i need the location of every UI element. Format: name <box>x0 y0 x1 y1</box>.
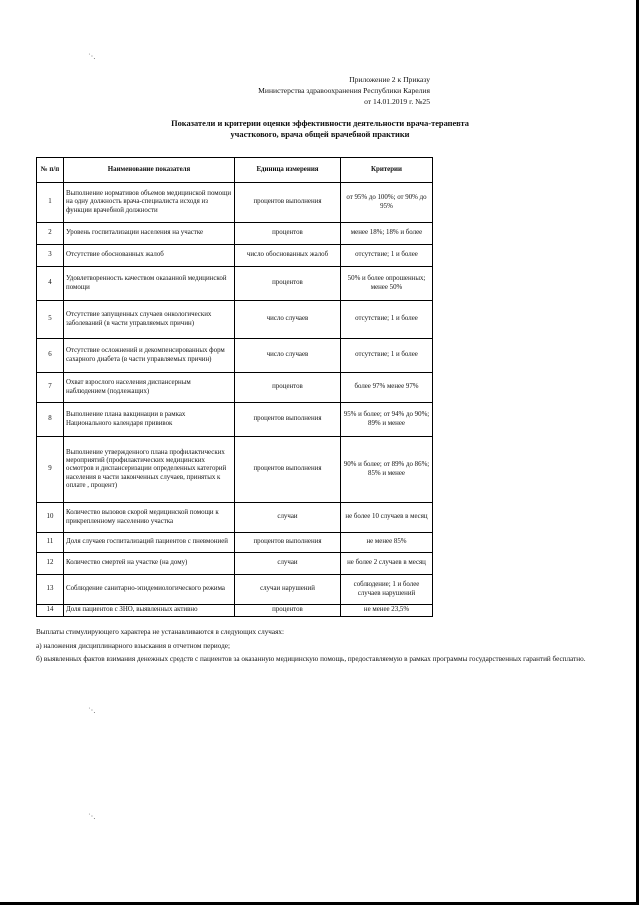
row-unit: процентов <box>235 267 341 301</box>
row-name: Отсутствие запущенных случаев онкологических заболеваний (в части управляемых причин) <box>64 301 235 339</box>
header-ministry-line: Министерства здравоохранения Республики Карелия <box>258 86 430 95</box>
row-criteria: 90% и более; от 89% до 86%; 85% и менее <box>341 437 433 503</box>
document-header <box>240 74 430 107</box>
header-appendix-line: Приложение 2 к Приказу <box>349 75 430 84</box>
row-criteria: 50% и более опрошенных; менее 50% <box>341 267 433 301</box>
table-row <box>37 183 433 223</box>
row-num: 9 <box>37 437 64 503</box>
header-date-line: от 14.01.2019 г. №25 <box>364 97 430 106</box>
row-num: 11 <box>37 533 64 553</box>
header-num: № п/п <box>37 158 64 183</box>
row-unit: процентов выполнения <box>235 403 341 437</box>
row-num: 14 <box>37 605 64 617</box>
row-unit: процентов выполнения <box>235 183 341 223</box>
row-num: 8 <box>37 403 64 437</box>
row-num: 6 <box>37 339 64 373</box>
row-name: Охват взрослого населения диспансерным наблюдением (подлежащих) <box>64 373 235 403</box>
row-unit: случаи <box>235 553 341 575</box>
document-footer <box>36 627 596 668</box>
row-criteria: соблюдение; 1 и более случаев нарушений <box>341 575 433 605</box>
title-line-1: Показатели и критерии оценки эффективности деятельности врача-терапевта <box>171 119 469 128</box>
table-row <box>37 301 433 339</box>
table-row <box>37 267 433 301</box>
row-criteria: более 97% менее 97% <box>341 373 433 403</box>
row-name: Уровень госпитализации населения на участке <box>64 223 235 245</box>
table-row <box>37 605 433 617</box>
table-row <box>37 503 433 533</box>
row-criteria: не более 10 случаев в месяц <box>341 503 433 533</box>
table-row <box>37 553 433 575</box>
row-name: Отсутствие осложнений и декомпенсированных форм сахарного диабета (в части управляемых причин) <box>64 339 235 373</box>
footer-intro: Выплаты стимулирующего характера не устанавливаются в следующих случаях: <box>36 628 285 636</box>
row-unit: число случаев <box>235 339 341 373</box>
table-row <box>37 373 433 403</box>
row-criteria: отсутствие; 1 и более <box>341 339 433 373</box>
row-num: 5 <box>37 301 64 339</box>
row-name: Доля пациентов с ЗНО, выявленных активно <box>64 605 235 617</box>
criteria-table <box>36 157 433 617</box>
title-line-2: участкового, врача общей врачебной практики <box>230 130 410 139</box>
row-unit: случаи нарушений <box>235 575 341 605</box>
scan-speck: ˙·. <box>88 52 96 61</box>
row-name: Выполнение утвержденного плана профилактических мероприятий (профилактических медицинских осмотров и диспансеризации определенных категорий населения в части законченных случаев, принятых к оплате , процент) <box>64 437 235 503</box>
row-num: 1 <box>37 183 64 223</box>
row-criteria: менее 18%; 18% и более <box>341 223 433 245</box>
table-row <box>37 403 433 437</box>
row-unit: процентов выполнения <box>235 437 341 503</box>
row-name: Количество вызовов скорой медицинской помощи к прикрепленному населению участка <box>64 503 235 533</box>
row-criteria: отсутствие; 1 и более <box>341 301 433 339</box>
row-num: 2 <box>37 223 64 245</box>
row-num: 12 <box>37 553 64 575</box>
table-header-row <box>37 158 433 183</box>
scan-speck: ˙·. <box>88 812 96 821</box>
table-row <box>37 437 433 503</box>
header-name: Наименование показателя <box>64 158 235 183</box>
row-name: Соблюдение санитарно-эпидемиологического режима <box>64 575 235 605</box>
row-unit: процентов выполнения <box>235 533 341 553</box>
row-criteria: не менее 23,5% <box>341 605 433 617</box>
row-num: 3 <box>37 245 64 267</box>
row-criteria: не менее 85% <box>341 533 433 553</box>
table-row <box>37 533 433 553</box>
header-criteria: Критерии <box>341 158 433 183</box>
scan-speck: ˙·. <box>88 706 96 715</box>
row-name: Выполнение нормативов объемов медицинской помощи на одну должность врача-специалиста исходя из функции врачебной должности <box>64 183 235 223</box>
row-name: Отсутствие обоснованных жалоб <box>64 245 235 267</box>
table-row <box>37 245 433 267</box>
row-name: Выполнение плана вакцинации в рамках Национального календаря прививок <box>64 403 235 437</box>
row-criteria: не более 2 случаев в месяц <box>341 553 433 575</box>
row-num: 7 <box>37 373 64 403</box>
row-name: Доля случаев госпитализаций пациентов с пневмонией <box>64 533 235 553</box>
footer-item-a: а) наложения дисциплинарного взыскания в отчетном периоде; <box>36 641 230 650</box>
row-name: Количество смертей на участке (на дому) <box>64 553 235 575</box>
row-unit: процентов <box>235 223 341 245</box>
row-criteria: отсутствие; 1 и более <box>341 245 433 267</box>
footer-item-b: б) выявленных фактов взимания денежных средств с пациентов за оказанную медицинскую помощь, предоставляемую в рамках программы государственных гарантий бесплатно. <box>36 655 586 663</box>
row-unit: число случаев <box>235 301 341 339</box>
row-unit: процентов <box>235 605 341 617</box>
row-unit: случаи <box>235 503 341 533</box>
row-unit: число обоснованных жалоб <box>235 245 341 267</box>
row-name: Удовлетворенность качеством оказанной медицинской помощи <box>64 267 235 301</box>
table-row <box>37 575 433 605</box>
table-row <box>37 339 433 373</box>
document-title <box>60 118 580 140</box>
row-criteria: 95% и более; от 94% до 90%; 89% и менее <box>341 403 433 437</box>
row-num: 10 <box>37 503 64 533</box>
row-unit: процентов <box>235 373 341 403</box>
row-criteria: от 95% до 100%; от 90% до 95% <box>341 183 433 223</box>
header-unit: Единица измерения <box>235 158 341 183</box>
row-num: 4 <box>37 267 64 301</box>
row-num: 13 <box>37 575 64 605</box>
table-row <box>37 223 433 245</box>
